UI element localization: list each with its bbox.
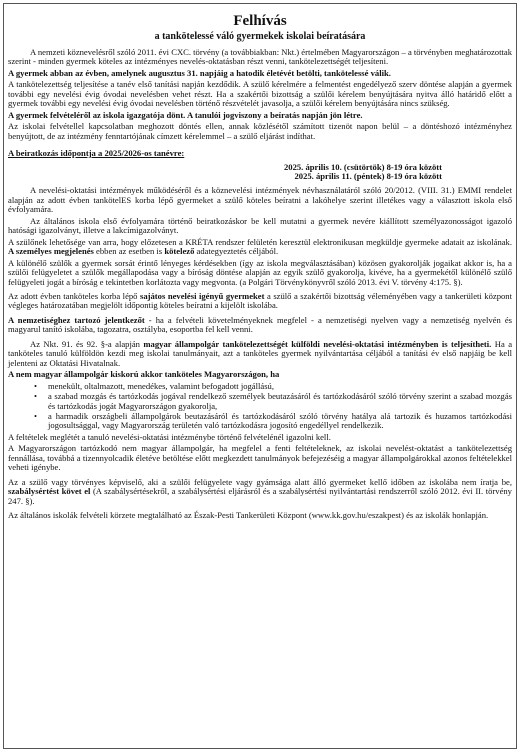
enrollment-section-title: A beiratkozás időpontja a 2025/2026-os tanévre:: [8, 148, 185, 159]
paragraph-offence: [8, 478, 512, 506]
enrollment-date-2: 2025. április 11. (péntek) 8-19 óra között: [294, 170, 442, 181]
special-needs-text-2: a szülő a szakértői bizottság véleményében vagy a tankerületi központ végleges határozatában megjelölt időpontig köteles beíratni a kijelölt iskolába.: [8, 290, 512, 311]
offence-bold: szabálysértést követ el: [8, 486, 91, 497]
paragraph-intro: A nemzeti köznevelésről szóló 2011. évi CXC. törvény (a továbbiakban: Nkt.) értelmében Magyarországon – a törvényben meghatározottak szerint - minden gyermek köteles az intézményes nevelés-oktatásban részt venni, tankötelezettségét teljesíteni.: [8, 47, 512, 67]
kreta-personal-appearance: A személyes megjelenés: [8, 246, 94, 257]
bullet-icon: •: [34, 380, 38, 391]
list-item: [8, 412, 512, 431]
paragraph-documents: Az általános iskola első évfolyamára történő beiratkozáskor be kell mutatni a gyermek nevére kiállított személyazonosságot igazoló hatósági igazolványt, illetve a lakcímigazolványt.: [8, 215, 512, 236]
special-needs-text-1: Az adott évben tanköteles korba lépő: [8, 290, 140, 301]
offence-text-1: Az a szülő vagy törvényes képviselő, aki a szülői felügyelete vagy gyámsága alatt álló gyermeket kellő időben az iskolába nem íratja be,: [8, 476, 512, 487]
kreta-mandatory: kötelező: [164, 246, 195, 257]
list-item: [8, 382, 512, 391]
paragraph-school-start: A tankötelezettség teljesítése a tanév első tanítási napján kezdődik. A szülő kérelmére a felmentést engedélyező szerv döntése alapján a gyermek további egy nevelési évig óvodai nevelésben vehet részt. Ha a szakértői bizottság a szülői kérelem benyújtására nyitva álló határidő előtt a gyermek további egy nevelési évig óvodai nevelésben történő részvételét javasolja, a szülői kérelem benyújtására nincs szükség.: [8, 79, 512, 109]
admission-text: A gyermek felvételéről az iskola igazgatója dönt. A tanulói jogviszony a beíratás napján jön létre.: [8, 109, 363, 120]
paragraph-age-rule: [8, 69, 512, 78]
list-item-text: a harmadik országbeli állampolgárok beutazásáról és tartózkodásáról szóló törvény hatálya alá tartozik és huzamos tartózkodási jogosultsággal, vagy Magyarország területén való tartózkodásra jogosító engedéllyel rendelkezik.: [48, 410, 512, 431]
list-item-text: a szabad mozgás és tartózkodás jogával rendelkező személyek beutazásáról és tartózkodásáról szóló törvény szerint a szabad mozgás és tartózkodás jogát Magyarországon gyakorolja,: [48, 391, 512, 411]
bullet-icon: •: [34, 391, 38, 402]
paragraph-regulation: A nevelési-oktatási intézmények működéséről és a köznevelési intézmények névhasználatáról szóló 20/2012. (VIII. 31.) EMMI rendelet alapján az adott évben tankötelES korba lépő gyermeket a szülő köteles beíratni a lakóhelye szerint illetékes vagy a választott iskola első évfolyamára.: [8, 185, 512, 215]
paragraph-special-needs: [8, 292, 512, 311]
paragraph-foreign-citizen: A Magyarországon tartózkodó nem magyar állampolgár, ha megfelel a fenti feltételeknek, az iskolai nevelést-oktatást a tankötelezettség fennállása, továbbá a tizennyolcadik életéve betöltése előtt megkezdett tanulmányok befejezéséig a magyar állampolgárokkal azonos feltételekkel veheti igénybe.: [8, 443, 512, 473]
page-title: Felhívás: [233, 13, 287, 29]
enrollment-date-1: 2025. április 10. (csütörtök) 8-19 óra között: [283, 161, 442, 172]
special-needs-bold: sajátos nevelési igényű gyermeket: [140, 290, 265, 301]
abroad-text-1: Az Nkt. 91. és 92. §-a alapján: [30, 338, 144, 349]
offence-text-2: (A szabálysértésekről, a szabálysértési eljárásról és a szabálysértési nyilvántartási rendszerről szóló 2012. évi II. törvény 247. §).: [8, 486, 512, 506]
paragraph-separated-parents: A különélő szülők a gyermek sorsát érintő lényeges kérdésekben (így az iskola megválasztásában) közösen gyakorolják jogaikat akkor is, ha a szülői felügyeletet a szülők megállapodása vagy a bíróság döntése alapján az egyik szülő gyakorolja, kivéve, ha a gyermekétől különélő szülő felügyeleti jogát a bíróság e tekintetben korlátozta vagy megvonta. (a Polgári Törvénykönyvről szóló 2013. évi V. törvény 4:175. §).: [8, 257, 512, 287]
paragraph-foreign-minor: [8, 370, 512, 379]
list-item: [8, 392, 512, 411]
page-subtitle: a tankötelessé váló gyermekek iskolai beíratására: [154, 31, 366, 42]
list-item-text: menekült, oltalmazott, menedékes, valamint befogadott jogállású,: [48, 380, 274, 391]
age-rule-text: A gyermek abban az évben, amelynek augusztus 31. napjáig a hatodik életévét betölti, tankötelessé válik.: [8, 67, 391, 78]
nationality-bold: A nemzetiséghez tartozó jelentkezőt: [8, 314, 145, 325]
nationality-text: - ha a felvételi követelményeknek megfelel - a nemzetiségi nyelven vagy a nemzetiség nyelvén és magyarul tanító iskolába, tagozatra, osztályba, esoportba fel kell venni.: [8, 314, 512, 335]
paragraph-nationality: [8, 316, 512, 335]
bullet-icon: •: [34, 410, 38, 421]
paragraph-proof: A feltételek meglétét a tanuló nevelési-oktatási intézménybe történő felvételénél igazolni kell.: [8, 431, 331, 442]
paragraph-appeal: Az iskolai felvétellel kapcsolatban meghozott döntés ellen, annak közlésétől számított tizenöt napon belül – a döntéshozó intézményhez benyújtott, de az intézmény fenntartójának címzett kérelemmel – a szülő eljárást indíthat.: [8, 121, 512, 141]
paragraph-district: Az általános iskolák felvételi körzete megtalálható az Észak-Pesti Tankerületi Központ (www.kk.gov.hu/eszakpest) és az iskolák honlapján.: [8, 510, 489, 521]
kreta-text-3: adategyeztetés céljából.: [194, 246, 279, 257]
paragraph-kreta: [8, 238, 512, 257]
kreta-text-2: ebben az esetben is: [93, 246, 165, 257]
abroad-text-2: Ha a tanköteles tanuló külföldön kezdi meg iskolai tanulmányait, azt a tanköteles gyermek nyilvántartása céljából a tanítási év első napjáig be kell jelenteni az Oktatási Hivatalnak.: [8, 338, 513, 368]
paragraph-abroad: [8, 340, 512, 368]
kreta-text-1: A szülőnek lehetősége van arra, hogy előzetesen a KRÉTA rendszer felületén keresztül elektronikusan megküldje gyermeke adatait az iskolának.: [8, 236, 512, 247]
abroad-bold: magyar állampolgár tankötelezettségét külföldi nevelési-oktatási intézményben is teljesítheti.: [143, 338, 492, 349]
foreign-minor-conditions-list: [8, 382, 512, 431]
foreign-minor-bold: A nem magyar állampolgár kiskorú akkor tanköteles Magyarországon, ha: [8, 369, 280, 380]
paragraph-admission: [8, 111, 512, 120]
